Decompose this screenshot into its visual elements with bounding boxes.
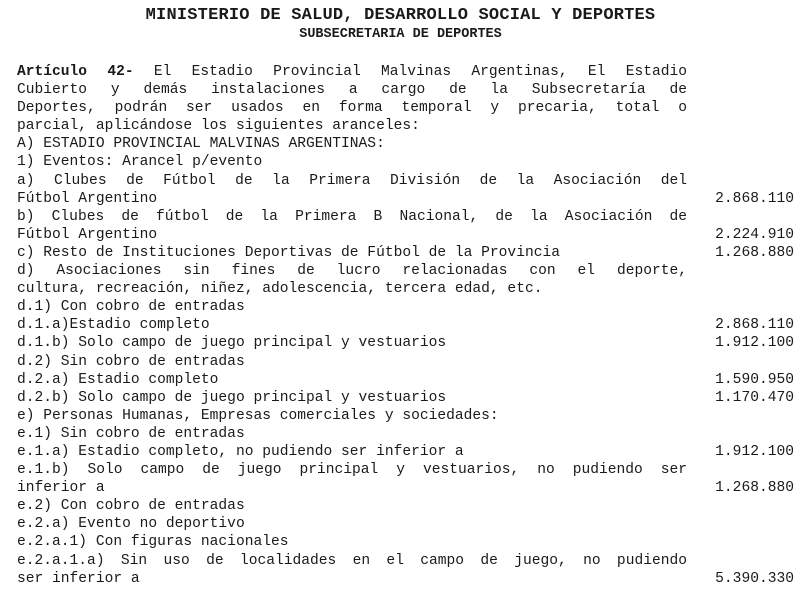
tariff-line <box>17 425 797 443</box>
tariff-line <box>17 298 797 316</box>
article-label: Artículo 42- <box>17 64 134 80</box>
tariff-line <box>17 443 797 461</box>
tariff-line-text: d.1) Con cobro de entradas <box>17 299 245 316</box>
tariff-line-text: d.2.b) Solo campo de juego principal y vestuarios <box>17 389 447 406</box>
tariff-line-text: 1) Eventos: Arancel p/evento <box>17 154 263 171</box>
tariff-amount: 2.868.110 <box>715 190 794 207</box>
tariff-amount: 1.170.470 <box>715 389 794 406</box>
tariff-line-text: e.1.b) Solo campo de juego principal y vestuarios, no pudiendo ser <box>17 462 687 479</box>
tariff-line <box>17 515 797 533</box>
article-intro-line <box>17 81 797 99</box>
tariff-line <box>17 262 797 280</box>
tariff-line <box>17 172 797 190</box>
tariff-line-text: d.1.b) Solo campo de juego principal y vestuarios <box>17 335 447 352</box>
article-intro-line <box>17 99 797 117</box>
tariff-line <box>17 226 797 244</box>
tariff-line-text: e.2.a.1.a) Sin uso de localidades en el campo de juego, no pudiendo <box>17 552 687 569</box>
tariff-line-text: inferior a <box>17 480 105 497</box>
article-intro-line <box>17 117 797 135</box>
tariff-line <box>17 371 797 389</box>
tariff-amount: 2.868.110 <box>715 317 794 334</box>
tariff-line-text: b) Clubes de fútbol de la Primera B Nacional, de la Asociación de <box>17 208 687 225</box>
tariff-line <box>17 479 797 497</box>
tariff-line <box>17 353 797 371</box>
tariff-line <box>17 570 797 588</box>
tariff-line-text: d) Asociaciones sin fines de lucro relacionadas con el deporte, <box>17 263 687 280</box>
tariff-line <box>17 280 797 298</box>
tariff-line-text: d.2.a) Estadio completo <box>17 371 219 388</box>
tariff-line-text: d.2) Sin cobro de entradas <box>17 353 245 370</box>
ministry-title: MINISTERIO DE SALUD, DESARROLLO SOCIAL Y DEPORTES <box>145 6 656 25</box>
tariff-amount: 1.590.950 <box>715 371 794 388</box>
document-body <box>17 63 797 588</box>
tariff-amount: 1.912.100 <box>715 335 794 352</box>
tariff-line <box>17 135 797 153</box>
tariff-line-text: cultura, recreación, niñez, adolescencia, tercera edad, etc. <box>17 281 543 298</box>
tariff-line <box>17 461 797 479</box>
tariff-line-text: e.1.a) Estadio completo, no pudiendo ser inferior a <box>17 443 464 460</box>
tariff-line <box>17 407 797 425</box>
tariff-amount: 5.390.330 <box>715 570 794 587</box>
tariff-line-text: c) Resto de Instituciones Deportivas de Fútbol de la Provincia <box>17 244 560 261</box>
article-intro-text: Cubierto y demás instalaciones a cargo de la Subsecretaría de <box>17 82 687 99</box>
tariff-line-text: e.2.a.1) Con figuras nacionales <box>17 534 289 551</box>
tariff-line <box>17 190 797 208</box>
article-intro-text: parcial, aplicándose los siguientes aranceles: <box>17 118 420 135</box>
tariff-line <box>17 316 797 334</box>
tariff-line-text: A) ESTADIO PROVINCIAL MALVINAS ARGENTINAS: <box>17 136 385 153</box>
tariff-line-text: e.2.a) Evento no deportivo <box>17 516 245 533</box>
article-intro-text: El Estadio Provincial Malvinas Argentinas, El Estadio <box>153 64 687 80</box>
tariff-line-text: e) Personas Humanas, Empresas comerciales y sociedades: <box>17 407 499 424</box>
tariff-line <box>17 552 797 570</box>
tariff-line <box>17 533 797 551</box>
tariff-line <box>17 244 797 262</box>
tariff-line <box>17 334 797 352</box>
tariff-line <box>17 389 797 407</box>
tariff-line-text: Fútbol Argentino <box>17 190 158 207</box>
tariff-line <box>17 153 797 171</box>
article-intro-line <box>17 63 797 81</box>
subsecretary-title: SUBSECRETARIA DE DEPORTES <box>299 27 502 42</box>
tariff-line <box>17 497 797 515</box>
tariff-line-text: e.2) Con cobro de entradas <box>17 498 245 515</box>
tariff-line-text: e.1) Sin cobro de entradas <box>17 425 245 442</box>
tariff-line-text: ser inferior a <box>17 570 140 587</box>
tariff-line-text: Fútbol Argentino <box>17 226 158 243</box>
tariff-line-text: a) Clubes de Fútbol de la Primera División de la Asociación del <box>17 172 687 189</box>
tariff-line <box>17 208 797 226</box>
tariff-amount: 1.268.880 <box>715 244 794 261</box>
article-intro-text: Deportes, podrán ser usados en forma temporal y precaria, total o <box>17 100 687 117</box>
tariff-amount: 1.268.880 <box>715 480 794 497</box>
tariff-amount: 1.912.100 <box>715 443 794 460</box>
tariff-amount: 2.224.910 <box>715 226 794 243</box>
tariff-line-text: d.1.a)Estadio completo <box>17 317 210 334</box>
tariff-list <box>17 135 797 587</box>
